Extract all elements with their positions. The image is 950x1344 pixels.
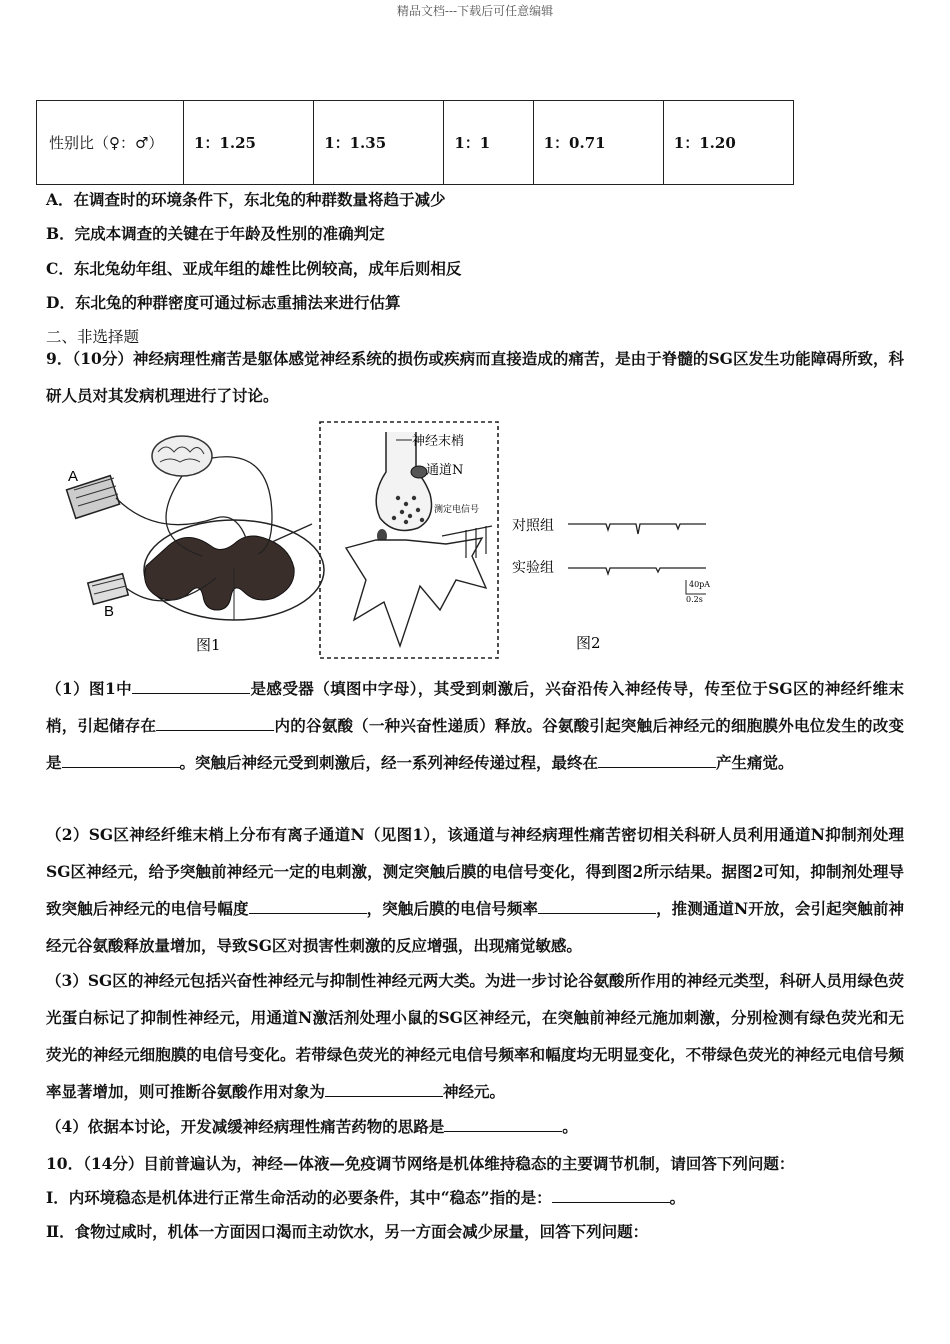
option-d: D．东北兔的种群密度可通过标志重捕法来进行估算 [46,293,401,312]
answer-blank[interactable] [538,899,656,914]
question-10-intro: 10．（14分）目前普遍认为，神经—体液—免疫调节网络是机体维持稳态的主要调节机制，请回答下列问题： [46,1154,795,1173]
question-9-part-3 [46,962,904,1110]
effector-b-drawing [88,574,128,605]
page-header: 精品文档---下载后可任意编辑 [396,4,554,18]
text-segment: （1）图1中 [46,679,133,698]
synapse-drawing [346,432,492,646]
table-cell: 1：1.25 [184,101,314,185]
label-measure-signal: 测定电信号 [434,505,480,515]
text-segment: （3）SG区的神经元包括兴奋性神经元与抑制性神经元两大类。为进一步讨论谷氨酸所作用的神经元类型，科研人员用绿色荧光蛋白标记了抑制性神经元，用通道N激活剂处理小鼠的SG区神经元，在突触前神经元施加刺激，分别检测有绿色荧光和无荧光的神经元细胞膜的电信号变化。若带绿色荧光的神经元电信号频率和幅度均无明显变化，不带绿色荧光的神经元电信号频率显著增加，则可推断谷氨酸作用对象为 [46,971,904,1101]
answer-blank[interactable] [325,1082,443,1097]
question-9-figure [46,418,746,663]
question-9-part-4 [46,1108,904,1145]
label-experiment-group: 实验组 [512,560,554,576]
section-title: 二、非选择题 [46,328,140,346]
question-9-intro: 9．（10分）神经病理性痛苦是躯体感觉神经系统的损伤或疾病而直接造成的痛苦，是由于脊髓的SG区发生功能障碍所致，科研人员对其发病机理进行了讨论。 [46,349,904,405]
table-cell: 1：1 [444,101,533,185]
table-cell: 1：1.35 [314,101,444,185]
sex-ratio-table [36,100,794,185]
answer-blank[interactable] [62,753,180,768]
control-trace [568,524,706,534]
figure-2-caption: 图2 [576,634,601,652]
text-segment: 产生痛觉。 [716,753,794,772]
text-segment: ，推测通道N开放，会引起突触前神经元谷氨酸释放量增加，导致SG区对损害性刺激的反应增强，出现痛觉敏感。 [46,899,904,955]
text-segment: ，突触后膜的电信号频率 [366,899,539,918]
text-segment: （4）依据本讨论，开发减缓神经病理性痛苦药物的思路是 [46,1117,445,1136]
label-b: B [104,603,115,620]
table-cell: 1：1.20 [663,101,793,185]
answer-blank[interactable] [552,1188,670,1203]
question-9-part-2 [46,816,904,964]
question-9-part-1 [46,670,904,781]
text-segment: （2）SG区神经纤维末梢上分布有离子通道N（见图1），该通道与神经病理性痛苦密切相关科研人员利用通道N抑制剂处理SG区神经元，给予突触前神经元一定的电刺激，测定突触后膜的电信号变化，得到图2所示结果。据图2可知，抑制剂处理导致突触后神经元的电信号幅度 [46,825,904,918]
experiment-trace [568,568,706,574]
label-control-group: 对照组 [512,518,554,534]
answer-blank[interactable] [132,679,250,694]
scale-label-x: 0.2s [686,595,703,604]
question-10-part-ii: Ⅱ．食物过咸时，机体一方面因口渴而主动饮水，另一方面会减少尿量，回答下列问题： [46,1222,649,1241]
label-nerve-ending: 神经末梢 [412,434,465,449]
text-segment: 神经元。 [443,1082,506,1101]
answer-blank[interactable] [156,716,274,731]
option-a: A．在调查时的环境条件下，东北兔的种群数量将趋于减少 [46,190,446,209]
brain-drawing [152,436,212,476]
option-c: C．东北兔幼年组、亚成年组的雄性比例较高，成年后则相反 [46,259,462,278]
table-row [37,101,794,185]
text-segment: 。 [562,1117,578,1136]
text-segment: Ⅰ．内环境稳态是机体进行正常生命活动的必要条件，其中“稳态”指的是： [46,1188,552,1207]
text-segment: 。突触后神经元受到刺激后，经一系列神经传递过程，最终在 [179,753,599,772]
text-segment: 内的谷氨酸（一种兴奋性递质）释放。谷氨酸引起突触后神经元的细胞膜外电位发生的改变是 [46,716,904,772]
answer-blank[interactable] [249,899,367,914]
answer-blank[interactable] [598,753,716,768]
label-a: A [68,468,79,485]
figure-1-caption: 图1 [196,636,221,654]
answer-blank[interactable] [444,1117,562,1132]
table-cell: 1：0.71 [533,101,663,185]
scale-label-y: 40pA [689,580,711,589]
option-b: B．完成本调查的关键在于年龄及性别的准确判定 [46,224,385,243]
table-row-label: 性别比（♀：♂） [37,101,184,185]
text-segment: 。 [669,1188,686,1207]
label-channel-n: 通道N [426,463,464,478]
question-10-part-i [46,1186,685,1208]
text-segment: 是感受器（填图中字母），其受到刺激后，兴奋沿传入神经传导，传至位于SG区的神经纤维末梢，引起储存在 [46,679,904,735]
